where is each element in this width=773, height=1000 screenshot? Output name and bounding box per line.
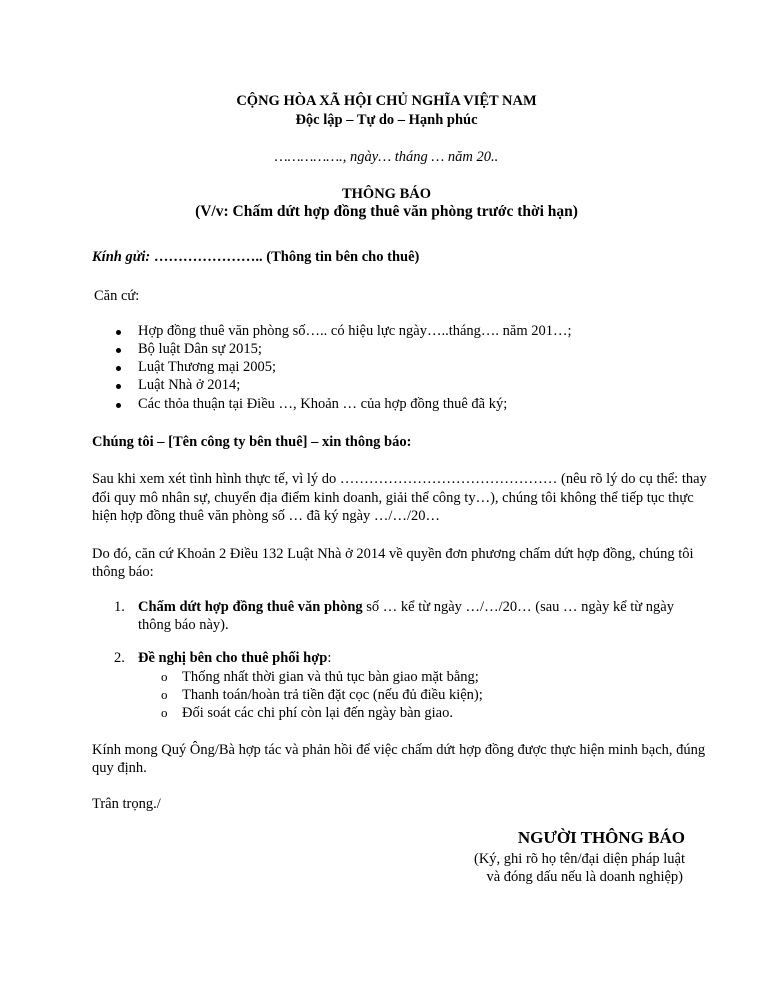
basis-item: Các thỏa thuận tại Điều …, Khoản … của hợp đồng thuê đã ký; — [138, 396, 508, 412]
paragraph-line: đổi quy mô nhân sự, chuyển địa điểm kinh doanh, giải thể công ty…), chúng tôi không thể tiếp tục thực — [92, 490, 694, 506]
basis-item: Bộ luật Dân sự 2015; — [138, 341, 262, 357]
basis-label: Căn cứ: — [94, 288, 140, 304]
signature-note: (Ký, ghi rõ họ tên/đại diện pháp luật — [473, 851, 685, 867]
point-text — [138, 598, 674, 616]
circle-bullet-icon: o — [161, 687, 168, 702]
point-bold-text: Chấm dứt hợp đồng thuê văn phòng — [138, 599, 363, 615]
bullet-icon — [116, 384, 121, 389]
basis-item: Luật Thương mại 2005; — [138, 359, 277, 375]
point-text — [138, 649, 331, 667]
bullet-icon — [116, 366, 121, 371]
circle-bullet-icon: o — [161, 705, 168, 720]
point-bold-text: Đề nghị bên cho thuê phối hợp — [138, 650, 328, 666]
regards-line: Trân trọng./ — [92, 796, 161, 812]
paragraph-line: hiện hợp đồng thuê văn phòng số … đã ký ngày …/…/20… — [92, 508, 440, 524]
document-subject: (V/v: Chấm dứt hợp đồng thuê văn phòng trước thời hạn) — [195, 203, 578, 220]
paragraph-line: Sau khi xem xét tình hình thực tế, vì lý do ……………………………………… (nêu rõ lý do cụ thể: thay — [92, 471, 707, 487]
point-text-continued: thông báo này). — [138, 617, 229, 633]
signature-title: NGƯỜI THÔNG BÁO — [517, 828, 685, 847]
circle-bullet-icon: o — [161, 669, 168, 684]
document-title: THÔNG BÁO — [341, 186, 432, 202]
recipient-label: Kính gửi: — [92, 249, 151, 265]
date-line: ……………., ngày… tháng … năm 20.. — [274, 149, 499, 165]
recipient-value: ………………….. (Thông tin bên cho thuê) — [153, 249, 420, 265]
point-rest-text: số … kể từ ngày …/…/20… (sau … ngày kể từ ngày — [362, 599, 674, 615]
national-title: CỘNG HÒA XÃ HỘI CHỦ NGHĨA VIỆT NAM — [236, 93, 537, 109]
announcer-line: Chúng tôi – [Tên công ty bên thuê] – xin thông báo: — [92, 434, 412, 450]
signature-note: và đóng dấu nếu là doanh nghiệp) — [486, 869, 683, 885]
paragraph-line: quy định. — [92, 760, 147, 776]
paragraph-line: thông báo: — [92, 564, 154, 580]
sub-item: Thanh toán/hoàn trả tiền đặt cọc (nếu đủ điều kiện); — [182, 687, 483, 703]
basis-item: Luật Nhà ở 2014; — [138, 377, 241, 393]
basis-item: Hợp đồng thuê văn phòng số….. có hiệu lực ngày…..tháng…. năm 201…; — [138, 323, 572, 339]
paragraph-line: Do đó, căn cứ Khoản 2 Điều 132 Luật Nhà ở 2014 về quyền đơn phương chấm dứt hợp đồng, chúng tôi — [92, 546, 694, 562]
point-number: 2. — [114, 650, 125, 666]
national-motto: Độc lập – Tự do – Hạnh phúc — [295, 112, 478, 128]
sub-item: Thống nhất thời gian và thủ tục bàn giao mặt bằng; — [182, 669, 479, 685]
bullet-icon — [116, 330, 121, 335]
paragraph-line: Kính mong Quý Ông/Bà hợp tác và phản hồi để việc chấm dứt hợp đồng được thực hiện minh bạch, đúng — [92, 742, 706, 758]
recipient-line — [92, 248, 419, 266]
point-number: 1. — [114, 599, 125, 615]
bullet-icon — [116, 403, 121, 408]
sub-item: Đối soát các chi phí còn lại đến ngày bàn giao. — [182, 705, 453, 721]
bullet-icon — [116, 348, 121, 353]
point-rest-text: : — [327, 650, 332, 666]
